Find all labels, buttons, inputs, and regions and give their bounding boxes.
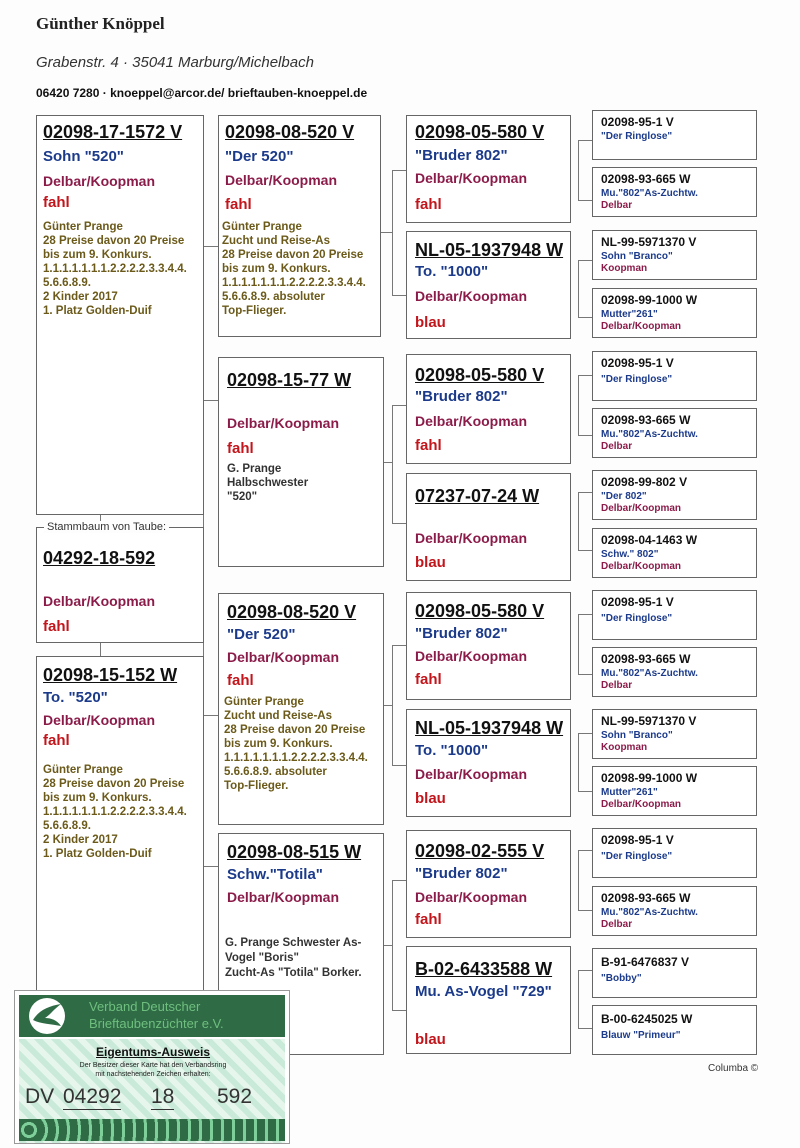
gggp-name: "Der Ringlose" bbox=[601, 131, 673, 142]
father-notes: Günter Prange 28 Preise davon 20 Preise bis zum 9. Konkurs. 1.1.1.1.1.1.1.2.2.2.2.3.3.4.4. 5.6.6.8.9. 2 Kinder 2017 1. Platz Golden-Duif bbox=[43, 221, 187, 317]
gp-breed: Delbar/Koopman bbox=[227, 415, 340, 431]
ownership-card bbox=[14, 990, 290, 1144]
gggp-breed: Koopman bbox=[601, 263, 648, 274]
gggp-box bbox=[592, 590, 757, 640]
gggp-name: Blauw "Primeur" bbox=[601, 1030, 681, 1041]
ggp-ring: 02098-05-580 V bbox=[415, 365, 545, 385]
ggp-breed: Delbar/Koopman bbox=[415, 413, 528, 429]
subject-box bbox=[36, 527, 204, 643]
gggp-box bbox=[592, 288, 757, 338]
gggp-name: Mu."802"As-Zuchtw. bbox=[601, 907, 698, 918]
ggp-color: fahl bbox=[415, 437, 442, 454]
gggp-breed: Delbar bbox=[601, 441, 633, 452]
gggp-box bbox=[592, 1005, 757, 1055]
ggp-box bbox=[406, 946, 571, 1054]
ggp-ring: 07237-07-24 W bbox=[415, 486, 540, 506]
gggp-breed: Delbar/Koopman bbox=[601, 799, 682, 810]
breeder-name: Günther Knöppel bbox=[36, 14, 165, 33]
ggp-breed: Delbar/Koopman bbox=[415, 889, 528, 905]
gggp-name: "Bobby" bbox=[601, 973, 642, 984]
ggp-ring: 02098-05-580 V bbox=[415, 601, 545, 621]
subject-color: fahl bbox=[43, 618, 70, 635]
gggp-box bbox=[592, 766, 757, 816]
gggp-box bbox=[592, 647, 757, 697]
gggp-breed: Delbar bbox=[601, 919, 633, 930]
pedigree-label: Stammbaum von Taube: bbox=[44, 521, 169, 533]
ggp-ring: NL-05-1937948 W bbox=[415, 718, 564, 738]
gggp-name: Schw." 802" bbox=[601, 549, 659, 560]
gp-notes: Günter Prange Zucht und Reise-As 28 Preise davon 20 Preise bis zum 9. Konkurs. 1.1.1.1.1.1.1.2.2.2.2.3.3.4.4. 5.6.6.8.9. absoluter Top-Flieger. bbox=[224, 696, 368, 792]
gp-breed: Delbar/Koopman bbox=[227, 649, 340, 665]
card-bottom-band bbox=[19, 1119, 285, 1141]
gggp-ring: 02098-93-665 W bbox=[601, 652, 691, 666]
ggp-breed: Delbar/Koopman bbox=[415, 766, 528, 782]
gggp-box bbox=[592, 828, 757, 878]
card-ring-club: 04292 bbox=[63, 1085, 122, 1108]
breeder-address: Grabenstr. 4 · 35041 Marburg/Michelbach bbox=[36, 54, 314, 71]
ggp-breed: Delbar/Koopman bbox=[415, 530, 528, 546]
ggp-ring: 02098-05-580 V bbox=[415, 122, 545, 142]
grandparent-box bbox=[218, 115, 381, 337]
gggp-ring: 02098-99-1000 W bbox=[601, 293, 698, 307]
ggp-box bbox=[406, 354, 571, 464]
father-name: Sohn "520" bbox=[43, 148, 124, 165]
mother-notes: Günter Prange 28 Preise davon 20 Preise bis zum 9. Konkurs. 1.1.1.1.1.1.1.2.2.2.2.3.3.4.4. 5.6.6.8.9. 2 Kinder 2017 1. Platz Golden-Duif bbox=[43, 764, 187, 860]
gggp-name: "Der Ringlose" bbox=[601, 613, 673, 624]
gggp-ring: NL-99-5971370 V bbox=[601, 235, 697, 249]
gggp-breed: Delbar bbox=[601, 680, 633, 691]
gggp-breed: Delbar/Koopman bbox=[601, 561, 682, 572]
father-box bbox=[36, 115, 204, 515]
dove-logo-icon bbox=[21, 996, 73, 1036]
mother-name: To. "520" bbox=[43, 689, 108, 706]
ggp-color: blau bbox=[415, 1031, 446, 1048]
ggp-color: fahl bbox=[415, 196, 442, 213]
ggp-name: To. "1000" bbox=[415, 263, 489, 280]
gp-notes: G. Prange Halbschwester "520" bbox=[227, 463, 309, 503]
ggp-breed: Delbar/Koopman bbox=[415, 288, 528, 304]
gggp-box bbox=[592, 110, 757, 160]
ggp-name: "Bruder 802" bbox=[415, 865, 508, 882]
gggp-name: "Der Ringlose" bbox=[601, 851, 673, 862]
gggp-box bbox=[592, 886, 757, 936]
ggp-ring: B-02-6433588 W bbox=[415, 959, 553, 979]
card-ring-num: 592 bbox=[217, 1085, 253, 1108]
ggp-box bbox=[406, 830, 571, 938]
gggp-name: "Der 802" bbox=[601, 491, 647, 502]
gp-ring: 02098-15-77 W bbox=[227, 370, 352, 390]
gggp-name: Mutter"261" bbox=[601, 787, 658, 798]
card-banner bbox=[19, 995, 285, 1037]
gggp-ring: 02098-95-1 V bbox=[601, 833, 674, 847]
gggp-name: Mu."802"As-Zuchtw. bbox=[601, 668, 698, 679]
card-ring-prefix: DV bbox=[25, 1085, 55, 1108]
gggp-name: "Der Ringlose" bbox=[601, 374, 673, 385]
grandparent-box bbox=[218, 593, 384, 825]
gggp-box bbox=[592, 948, 757, 998]
ggp-breed: Delbar/Koopman bbox=[415, 648, 528, 664]
gp-notes: Günter Prange Zucht und Reise-As 28 Preise davon 20 Preise bis zum 9. Konkurs. 1.1.1.1.1.1.1.2.2.2.2.3.3.4.4. 5.6.6.8.9. absoluter Top-Flieger. bbox=[222, 221, 366, 317]
gp-color: fahl bbox=[225, 196, 252, 213]
gp-notes: G. Prange Schwester As- Vogel "Boris" Zucht-As "Totila" Borker. bbox=[225, 937, 362, 979]
gp-ring: 02098-08-520 V bbox=[225, 122, 355, 142]
ggp-box bbox=[406, 231, 571, 339]
subject-ring: 04292-18-592 bbox=[43, 548, 156, 568]
columba-credit: Columba © bbox=[708, 1063, 759, 1074]
ggp-name: To. "1000" bbox=[415, 742, 489, 759]
ggp-color: blau bbox=[415, 790, 446, 807]
card-ring-number bbox=[25, 1085, 281, 1113]
gp-name: "Der 520" bbox=[227, 626, 296, 643]
gggp-name: Sohn "Branco" bbox=[601, 730, 673, 741]
ggp-color: fahl bbox=[415, 671, 442, 688]
ggp-box bbox=[406, 709, 571, 817]
card-subtitle-1: Der Besitzer dieser Karte hat den Verbandsring bbox=[79, 1062, 227, 1069]
gggp-box bbox=[592, 408, 757, 458]
gggp-breed: Delbar bbox=[601, 200, 633, 211]
gp-color: fahl bbox=[227, 440, 254, 457]
mother-ring: 02098-15-152 W bbox=[43, 665, 178, 685]
gggp-ring: 02098-95-1 V bbox=[601, 595, 674, 609]
ggp-ring: 02098-02-555 V bbox=[415, 841, 545, 861]
gggp-ring: 02098-99-1000 W bbox=[601, 771, 698, 785]
gggp-box bbox=[592, 528, 757, 578]
ggp-color: fahl bbox=[415, 911, 442, 928]
gggp-name: Sohn "Branco" bbox=[601, 251, 673, 262]
gggp-ring: 02098-93-665 W bbox=[601, 172, 691, 186]
gggp-breed: Delbar/Koopman bbox=[601, 321, 682, 332]
father-breed: Delbar/Koopman bbox=[43, 173, 156, 189]
gggp-ring: 02098-93-665 W bbox=[601, 891, 691, 905]
gp-ring: 02098-08-520 V bbox=[227, 602, 357, 622]
gggp-box bbox=[592, 230, 757, 280]
ggp-color: blau bbox=[415, 554, 446, 571]
grandparent-box bbox=[218, 357, 384, 567]
gggp-name: Mu."802"As-Zuchtw. bbox=[601, 429, 698, 440]
gp-name: "Der 520" bbox=[225, 148, 294, 165]
gggp-ring: 02098-04-1463 W bbox=[601, 533, 698, 547]
card-ring-year: 18 bbox=[151, 1085, 175, 1108]
gggp-breed: Koopman bbox=[601, 742, 648, 753]
gggp-ring: 02098-93-665 W bbox=[601, 413, 691, 427]
gp-breed: Delbar/Koopman bbox=[225, 172, 338, 188]
ggp-box bbox=[406, 473, 571, 581]
ggp-name: "Bruder 802" bbox=[415, 147, 508, 164]
gggp-ring: 02098-95-1 V bbox=[601, 115, 674, 129]
gggp-name: Mu."802"As-Zuchtw. bbox=[601, 188, 698, 199]
father-color: fahl bbox=[43, 194, 70, 211]
gggp-name: Mutter"261" bbox=[601, 309, 658, 320]
gggp-box bbox=[592, 470, 757, 520]
ggp-breed: Delbar/Koopman bbox=[415, 170, 528, 186]
breeder-contact: 06420 7280 · knoeppel@arcor.de/ brieftauben-knoeppel.de bbox=[36, 86, 368, 100]
mother-color: fahl bbox=[43, 732, 70, 749]
gp-ring: 02098-08-515 W bbox=[227, 842, 362, 862]
gggp-ring: NL-99-5971370 V bbox=[601, 714, 697, 728]
ggp-color: blau bbox=[415, 314, 446, 331]
gp-breed: Delbar/Koopman bbox=[227, 889, 340, 905]
gp-name: Schw."Totila" bbox=[227, 866, 323, 883]
card-subtitle-2: mit nachstehenden Zeichen erhalten: bbox=[95, 1071, 211, 1078]
gggp-box bbox=[592, 167, 757, 217]
subject-breed: Delbar/Koopman bbox=[43, 593, 156, 609]
father-ring: 02098-17-1572 V bbox=[43, 122, 183, 142]
gp-color: fahl bbox=[227, 672, 254, 689]
ggp-name: "Bruder 802" bbox=[415, 388, 508, 405]
gggp-ring: 02098-99-802 V bbox=[601, 475, 688, 489]
ggp-box bbox=[406, 115, 571, 223]
gggp-ring: B-91-6476837 V bbox=[601, 955, 690, 969]
mother-box bbox=[36, 656, 204, 1000]
ggp-ring: NL-05-1937948 W bbox=[415, 240, 564, 260]
gggp-box bbox=[592, 709, 757, 759]
card-title: Eigentums-Ausweis bbox=[95, 1045, 211, 1059]
card-org-line1: Verband Deutscher bbox=[89, 999, 201, 1014]
card-org-line2: Brieftaubenzüchter e.V. bbox=[89, 1016, 224, 1031]
gggp-ring: B-00-6245025 W bbox=[601, 1012, 693, 1026]
gggp-box bbox=[592, 351, 757, 401]
gggp-breed: Delbar/Koopman bbox=[601, 503, 682, 514]
ggp-name: Mu. As-Vogel "729" bbox=[415, 983, 552, 1000]
ggp-name: "Bruder 802" bbox=[415, 625, 508, 642]
ggp-box bbox=[406, 592, 571, 700]
gggp-ring: 02098-95-1 V bbox=[601, 356, 674, 370]
mother-breed: Delbar/Koopman bbox=[43, 712, 156, 728]
